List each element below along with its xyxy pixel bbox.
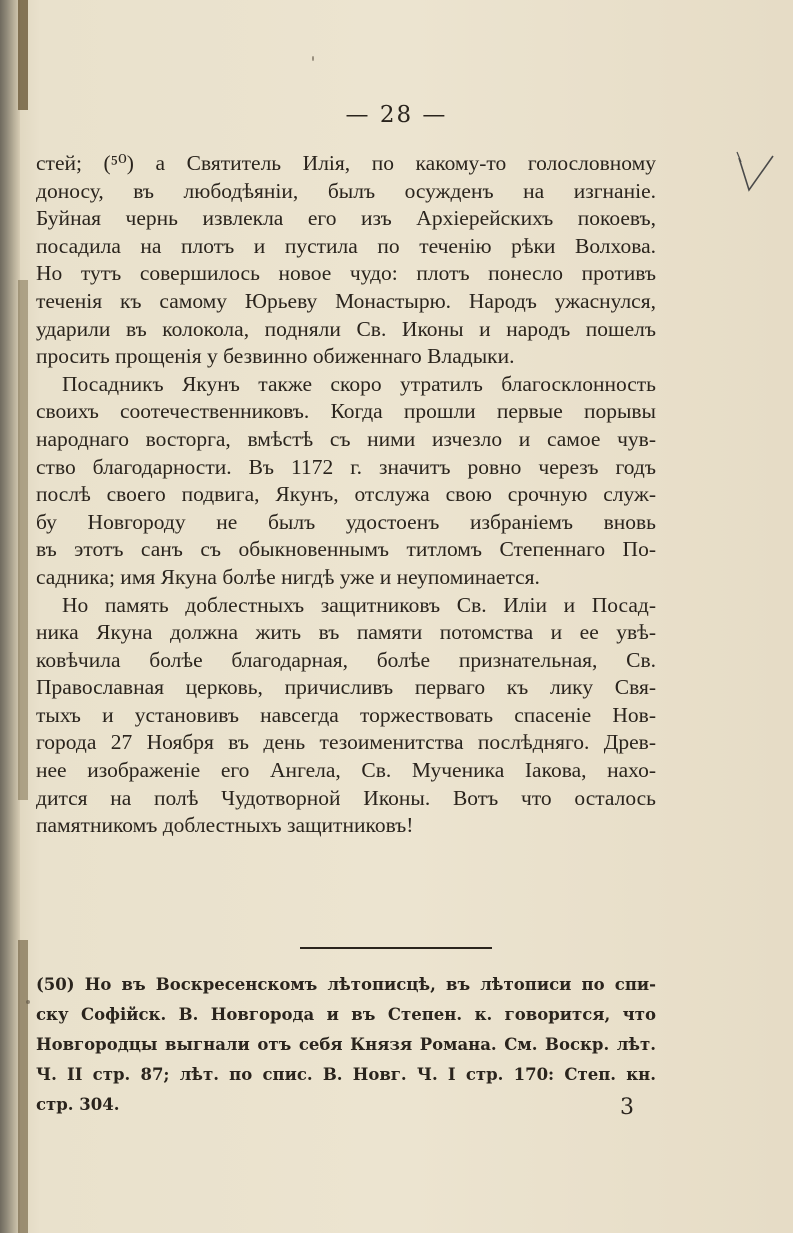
- text-line: просить прощенія у безвинно обиженнаго Владыки.: [36, 344, 515, 369]
- spine-shadow-bottom: [18, 940, 28, 1233]
- text-line: тыхъ и установивъ навсегда торжествовать спасеніе Нов-: [36, 702, 656, 727]
- paragraph-1: [36, 150, 656, 371]
- text-line: садника; имя Якуна болѣе нигдѣ уже и неупоминается.: [36, 564, 540, 589]
- footnote-line: Новгородцы выгнали отъ себя Князя Романа. См. Воскр. лѣт.: [36, 1035, 656, 1054]
- text-line: теченія къ самому Юрьеву Монастырю. Народъ ужаснулся,: [36, 288, 656, 313]
- text-line: ударили въ колокола, подняли Св. Иконы и народъ пошелъ: [36, 316, 656, 341]
- text-line: города 27 Ноября въ день тезоименитства послѣдняго. Древ-: [36, 730, 656, 755]
- spine-shadow-middle: [18, 280, 28, 800]
- footnote-line: (50) Но въ Воскресенскомъ лѣтописцѣ, въ лѣтописи по спи-: [36, 975, 656, 994]
- paper-speck: [26, 1000, 30, 1004]
- text-line: народнаго восторга, вмѣстѣ съ ними изчезло и самое чув-: [36, 426, 656, 451]
- paper-speck: [312, 56, 314, 61]
- text-line: Посадникъ Якунъ также скоро утратилъ благосклонность: [62, 371, 656, 396]
- text-line: послѣ своего подвига, Якунъ, отслужа свою срочную служ-: [36, 482, 656, 507]
- text-line: ковѣчила болѣе благодарная, болѣе признательная, Св.: [36, 647, 656, 672]
- spine-shadow-top: [18, 0, 28, 110]
- text-line: Но тутъ совершилось новое чудо: плотъ понесло противъ: [36, 261, 656, 286]
- footnote-line: Ч. II стр. 87; лѣт. по спис. В. Новг. Ч. I стр. 170: Степ. кн.: [36, 1065, 656, 1084]
- text-line: посадила на плотъ и пустила по теченію рѣки Волхова.: [36, 233, 656, 258]
- pencil-check-mark-icon: [735, 150, 775, 195]
- text-line: стей; (⁵⁰) а Святитель Илія, по какому-то голословному: [36, 151, 656, 175]
- signature-mark: 3: [620, 1095, 634, 1120]
- paragraph-2: [36, 371, 656, 592]
- text-line: дится на полѣ Чудотворной Иконы. Вотъ что осталось: [36, 785, 656, 810]
- footnote-line: ску Софійск. В. Новгорода и въ Степен. к. говорится, что: [36, 1005, 656, 1024]
- text-line: бу Новгороду не былъ удостоенъ избраніемъ вновь: [36, 509, 656, 534]
- page-number: — 28 —: [345, 102, 448, 128]
- text-line: ника Якуна должна жить въ памяти потомства и ее увѣ-: [36, 620, 656, 645]
- book-spine: [0, 0, 20, 1233]
- text-line: нее изображеніе его Ангела, Св. Мученика Іакова, нахо-: [36, 758, 656, 783]
- main-text: [36, 150, 656, 840]
- text-line: Но память доблестныхъ защитниковъ Св. Иліи и Посад-: [62, 592, 656, 617]
- text-line: ство благодарности. Въ 1172 г. значитъ ровно черезъ годъ: [36, 454, 656, 479]
- footnote: [36, 970, 656, 1120]
- text-line: памятникомъ доблестныхъ защитниковъ!: [36, 813, 414, 838]
- footnote-separator: [300, 947, 492, 949]
- paragraph-3: [36, 592, 656, 840]
- text-line: своихъ соотечественниковъ. Когда прошли первые порывы: [36, 399, 656, 424]
- footnote-line: стр. 304.: [36, 1095, 120, 1114]
- text-line: Православная церковь, причисливъ перваго къ лику Свя-: [36, 675, 656, 700]
- text-line: доносу, въ любодѣяніи, былъ осужденъ на изгнаніе.: [36, 178, 656, 203]
- text-line: въ этотъ санъ съ обыкновеннымъ титломъ Степеннаго По-: [36, 537, 656, 562]
- text-line: Буйная чернь извлекла его изъ Архіерейскихъ покоевъ,: [36, 206, 656, 231]
